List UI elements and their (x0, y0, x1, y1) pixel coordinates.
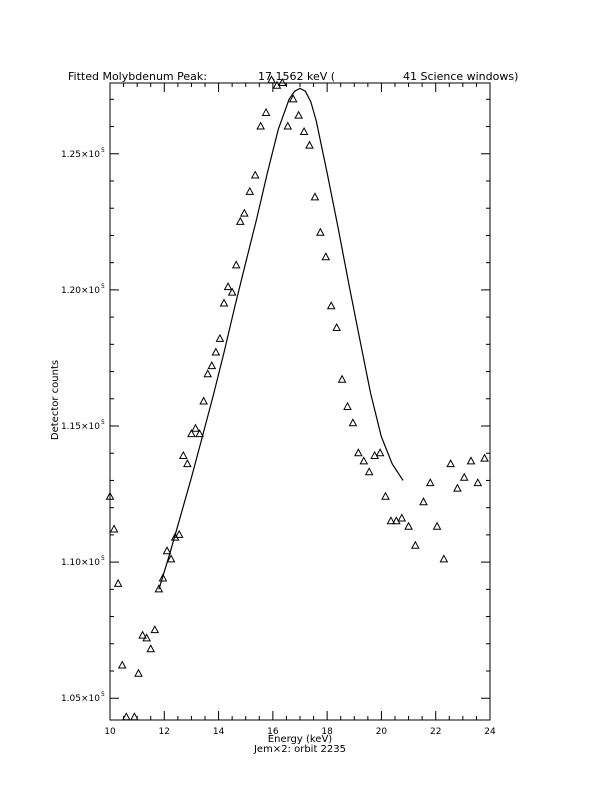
data-point (237, 218, 244, 225)
data-point (295, 112, 302, 119)
data-point (216, 335, 223, 342)
data-point (115, 580, 122, 587)
y-tick-label (61, 147, 105, 160)
fit-curve (159, 88, 403, 589)
chart-title-energy: 17.1562 keV ( (258, 70, 336, 83)
axis-ticks (110, 83, 490, 720)
data-point (412, 542, 419, 549)
y-tick-mantissa: 1.20×10 (60, 285, 100, 296)
data-point (192, 425, 199, 432)
data-point (212, 349, 219, 356)
y-tick-mantissa: 1.25×10 (60, 149, 100, 160)
data-point (241, 210, 248, 217)
data-point (184, 460, 191, 467)
data-point (263, 109, 270, 116)
chart-subtitle: Jem×2: orbit 2235 (253, 744, 347, 755)
data-point (382, 493, 389, 500)
data-point (252, 172, 259, 179)
data-point (119, 662, 126, 669)
x-tick-label: 10 (104, 727, 116, 737)
y-tick-exponent: 5 (101, 555, 105, 563)
data-point (311, 193, 318, 200)
data-point (349, 419, 356, 426)
data-point (420, 498, 427, 505)
data-point (461, 474, 468, 481)
data-point (481, 455, 488, 462)
y-tick-labels (61, 147, 105, 704)
data-point (377, 449, 384, 456)
x-tick-label: 24 (484, 727, 496, 737)
fit-line-group (159, 88, 403, 589)
data-point (208, 362, 215, 369)
data-point (405, 523, 412, 530)
chart-title-windows: 41 Science windows) (403, 70, 519, 83)
y-tick-exponent: 5 (101, 419, 105, 426)
data-points (107, 76, 489, 720)
x-tick-label: 20 (375, 727, 388, 737)
data-point (204, 370, 211, 377)
data-point (360, 457, 367, 464)
plot-border (110, 83, 490, 720)
data-point (301, 128, 308, 135)
data-point (147, 645, 154, 652)
data-point (233, 261, 240, 268)
y-tick-label (61, 691, 105, 704)
data-point (135, 670, 142, 677)
y-tick-mantissa: 1.05×10 (60, 694, 100, 705)
data-point (246, 188, 253, 195)
data-point (151, 626, 158, 633)
data-point (333, 324, 340, 331)
data-point (440, 555, 447, 562)
data-point (284, 123, 291, 130)
plot-frame (110, 83, 490, 720)
data-point (447, 460, 454, 467)
x-tick-label: 16 (267, 727, 279, 737)
data-point (221, 300, 228, 307)
x-tick-label: 22 (429, 727, 442, 737)
y-tick-label (61, 555, 105, 568)
y-tick-label (61, 283, 105, 296)
data-point (257, 123, 264, 130)
data-point (355, 449, 362, 456)
data-point (180, 452, 187, 459)
data-point (339, 376, 346, 383)
data-point (454, 485, 461, 492)
data-point (427, 479, 434, 486)
data-point (398, 515, 405, 522)
x-tick-label: 18 (321, 727, 333, 737)
data-point (176, 531, 183, 538)
x-tick-label: 14 (212, 727, 225, 737)
data-point (434, 523, 441, 530)
data-point (317, 229, 324, 236)
x-axis-label: Energy (keV) (267, 734, 333, 745)
x-tick-label: 12 (158, 727, 171, 737)
y-tick-exponent: 5 (101, 691, 105, 699)
data-point (322, 253, 329, 260)
data-point (344, 403, 351, 410)
y-axis-label: Detector counts (50, 359, 61, 441)
y-tick-label (61, 419, 105, 432)
data-point (111, 525, 118, 532)
data-point (474, 479, 481, 486)
data-point (366, 468, 373, 475)
y-tick-exponent: 5 (101, 282, 105, 290)
data-point (468, 457, 475, 464)
data-point (328, 302, 335, 309)
y-tick-exponent: 5 (101, 146, 105, 154)
y-tick-mantissa: 1.15×10 (60, 422, 100, 432)
data-point (225, 283, 232, 290)
data-point (306, 142, 313, 149)
data-point (200, 398, 207, 405)
chart-title-prefix: Fitted Molybdenum Peak: (68, 70, 207, 83)
y-tick-mantissa: 1.10×10 (60, 558, 100, 569)
